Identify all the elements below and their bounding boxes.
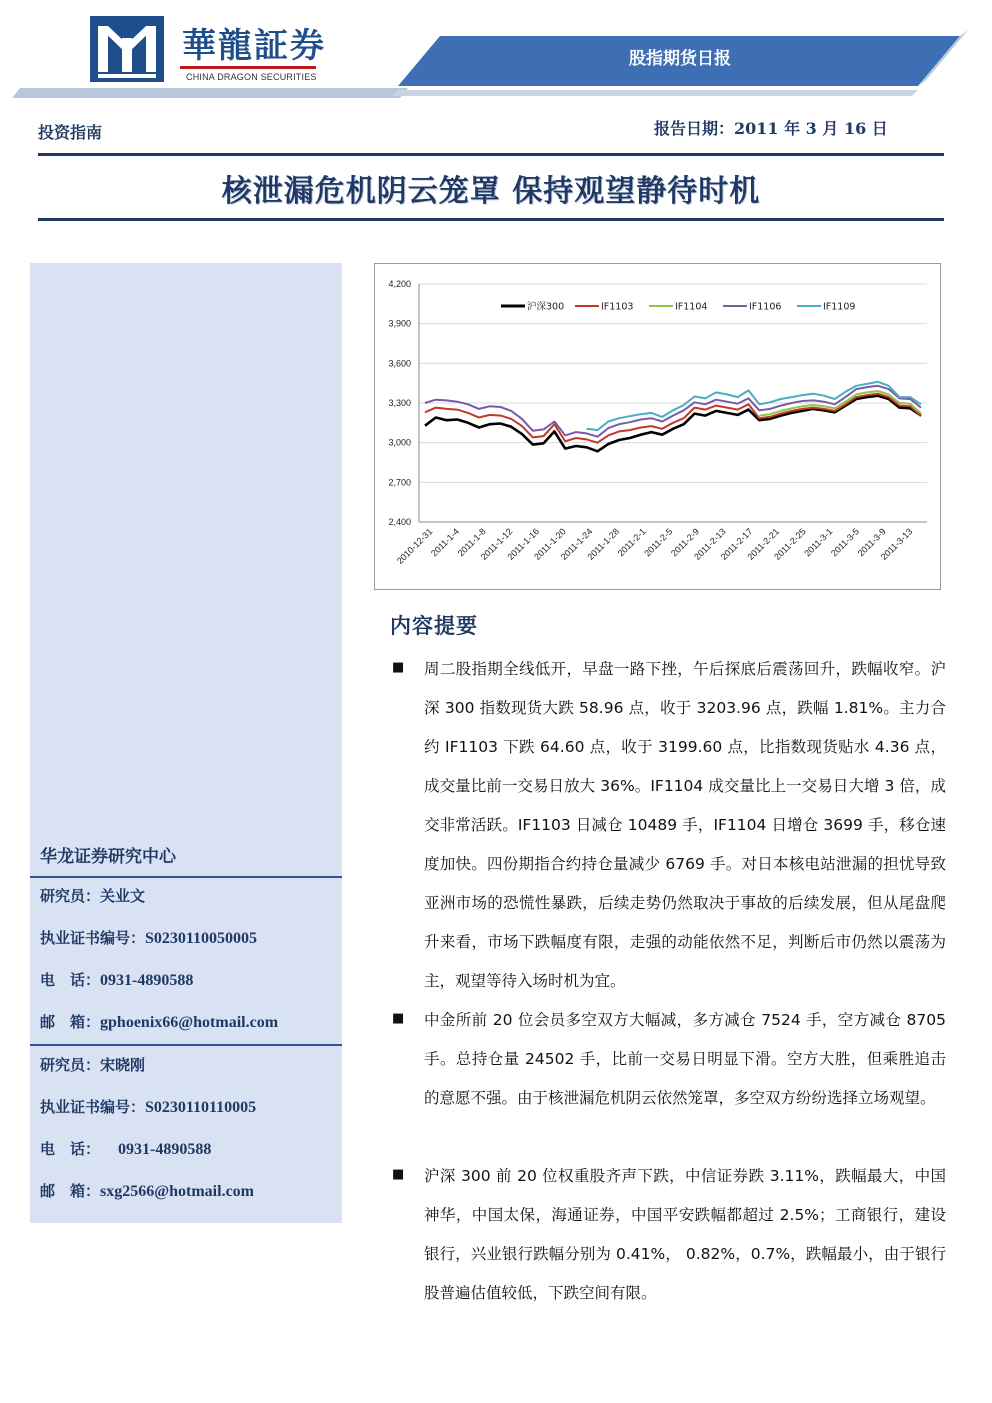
x-tick-label: 2011-2-1 [615, 526, 648, 559]
x-tick-label: 2011-3-1 [802, 526, 835, 559]
analyst-email [40, 1011, 278, 1032]
summary-paragraph: 中金所前 20 位会员多空双方大幅减，多方减仓 7524 手，空方减仓 8705 手。总持仓量 24502 手，比前一交易日明显下滑。空方大胜，但乘胜追击的意愿不强。由于核泄漏危机阴云依然笼罩，多空双方纷纷选择立场观望。 [424, 1011, 946, 1107]
x-tick-label: 2011-1-4 [429, 526, 462, 559]
phone-label: 电 话： [40, 1140, 101, 1158]
logo-english-name: CHINA DRAGON SECURITIES [186, 72, 317, 82]
y-tick-label: 3,300 [388, 398, 411, 408]
header-rule-bottom [38, 218, 944, 221]
x-tick-label: 2011-1-16 [505, 526, 542, 562]
y-tick-label: 3,900 [388, 318, 411, 329]
y-tick-label: 4,200 [388, 279, 411, 289]
phone-number: 0931-4890588 [118, 1141, 212, 1158]
sidebar-panel [30, 263, 342, 1223]
x-tick-label: 2011-3-5 [829, 526, 862, 559]
summary-paragraph: 沪深 300 前 20 位权重股齐声下跌，中信证券跌 3.11%，跌幅最大，中国神华，中国太保，海通证券，中国平安跌幅都超过 2.5%；工商银行，建设银行，兴业银行跌幅分别为 0.41%， 0.82%，0.7%，跌幅最小，由于银行股普遍估值较低，下跌空间有限。 [424, 1167, 946, 1302]
x-tick-label: 2011-2-25 [772, 526, 808, 562]
sidebar-divider [30, 1044, 342, 1046]
chart-canvas [375, 264, 940, 589]
section-label: 投资指南 [38, 123, 103, 142]
x-tick-label: 2011-1-20 [532, 526, 568, 562]
x-tick-label: 2011-1-8 [455, 526, 488, 559]
logo-chinese-name: 華龍証券 [182, 26, 326, 66]
futures-line-chart [374, 263, 941, 590]
analyst-name: 研究员：宋晓刚 [40, 1056, 146, 1074]
series-line [587, 382, 921, 430]
analyst-email [40, 1180, 254, 1201]
x-tick-label: 2011-2-9 [669, 526, 702, 559]
square-bullet-icon: ■ [392, 1167, 405, 1182]
page-title: 核泄漏危机阴云笼罩 保持观望静待时机 [221, 174, 761, 209]
x-tick-label: 2011-1-24 [558, 526, 595, 562]
email-address[interactable]: sxg2566@hotmail.com [100, 1183, 254, 1200]
square-bullet-icon: ■ [392, 1011, 405, 1026]
x-tick-label: 2011-2-17 [718, 526, 755, 562]
y-tick-label: 3,600 [388, 358, 411, 369]
analyst-phone [40, 1138, 211, 1159]
legend-label: IF1106 [749, 301, 782, 313]
square-bullet-icon: ■ [392, 660, 405, 675]
cert-label: 执业证书编号： [40, 929, 146, 947]
phone-label: 电 话： [40, 971, 101, 989]
x-tick-label: 2010-12-31 [394, 526, 435, 566]
y-tick-label: 2,400 [388, 517, 411, 527]
x-tick-label: 2011-3-9 [855, 526, 888, 559]
phone-number: 0931-4890588 [100, 972, 194, 989]
email-label: 邮 箱： [40, 1182, 101, 1200]
cert-label: 执业证书编号： [40, 1098, 146, 1116]
analyst-name: 研究员：关业文 [40, 887, 146, 905]
legend-label: IF1103 [601, 301, 634, 313]
legend-label: IF1104 [675, 301, 708, 313]
report-type-label: 股指期货日报 [629, 49, 731, 69]
x-tick-label: 2011-2-21 [745, 526, 782, 562]
research-center-name: 华龙证券研究中心 [40, 847, 176, 867]
summary-title: 内容提要 [390, 613, 478, 638]
y-tick-label: 2,700 [388, 477, 411, 488]
x-tick-label: 2011-3-13 [878, 526, 915, 562]
analyst-phone [40, 969, 193, 990]
email-address[interactable]: gphoenix66@hotmail.com [100, 1014, 279, 1031]
sidebar-divider [30, 876, 342, 878]
summary-paragraph: 周二股指期全线低开，早盘一路下挫，午后探底后震荡回升，跌幅收窄。沪深 300 指数现货大跌 58.96 点，收于 3203.96 点，跌幅 1.81%。主力合约 IF1103 下跌 64.60 点，收于 3199.60 点，比指数现货贴水 4.36 点，成交量比前一交易日放大 36%。IF1104 成交量比上一交易日大增 3 倍，成交非常活跃。IF1103 日减仓 10489 手，IF1104 日增仓 3699 手，移仓速度加快。四份期指合约持仓量减少 6769 手。对日本核电站泄漏的担忧导致亚洲市场的恐慌性暴跌，后续走势仍然取决于事故的后续发展，但从尾盘爬升来看，市场下跌幅度有限，走强的动能依然不足，判断后市仍然以震荡为主，观望等待入场时机为宜。 [424, 660, 946, 990]
x-tick-label: 2011-1-28 [585, 526, 622, 562]
x-tick-label: 2011-1-12 [478, 526, 515, 562]
x-tick-label: 2011-2-5 [642, 526, 675, 559]
analyst-cert [40, 1096, 256, 1117]
header-rule-top [38, 153, 944, 156]
cert-number: S0230110110005 [145, 1099, 257, 1116]
x-tick-label: 2011-2-13 [692, 526, 728, 562]
email-label: 邮 箱： [40, 1013, 101, 1031]
legend-label: IF1109 [823, 301, 856, 313]
legend-label: 沪深300 [527, 301, 565, 313]
header-banner-shape [0, 28, 992, 108]
analyst-cert [40, 927, 257, 948]
cert-number: S0230110050005 [145, 930, 258, 947]
y-tick-label: 3,000 [388, 437, 411, 448]
report-date: 报告日期：2011 年 3 月 16 日 [654, 119, 888, 138]
